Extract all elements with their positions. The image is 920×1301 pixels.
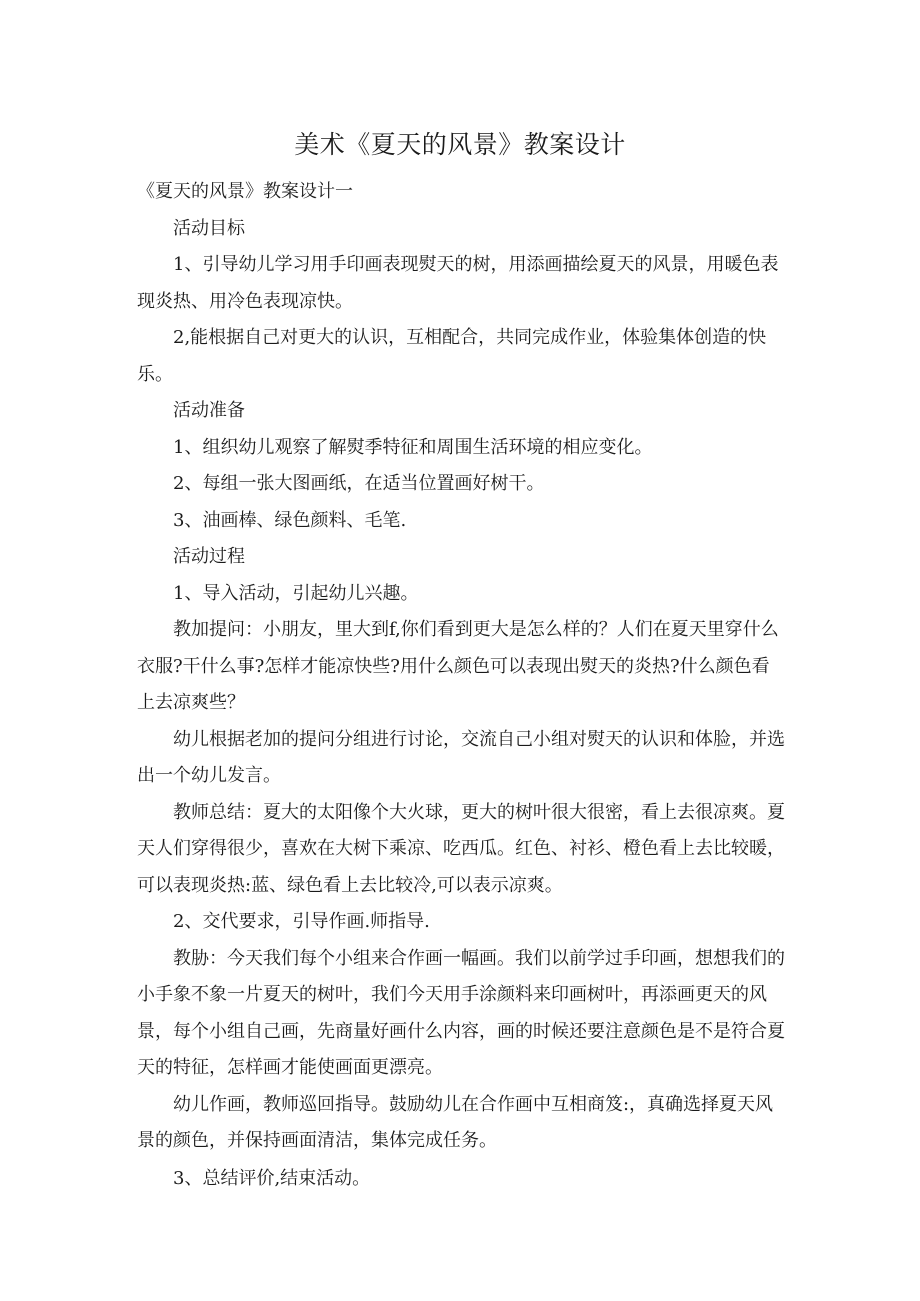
- paragraph: 教胁：今天我们每个小组来合作画一幅画。我们以前学过手印画，想想我们的小手象不象一片夏天的树叶，我们今天用手涂颜料来印画树叶，再添画更天的风景，每个小组自己画，先商量好画什么内容，画的时候还要注意颜色是不是符合夏天的特征，怎样画才能使画面更漂亮。: [137, 947, 785, 1078]
- document-body: [137, 174, 787, 1197]
- paragraph: 教师总结：夏大的太阳像个大火球，更大的树叶很大很密，看上去很凉爽。夏天人们穿得很少，喜欢在大树下乘凉、吃西瓜。红色、衬衫、橙色看上去比较暖，可以表现炎热:蓝、绿色看上去比较冷,可以表示凉爽。: [137, 801, 785, 896]
- section-heading: 活动准备: [173, 400, 245, 421]
- paragraph: 2,能根据自己对更大的认识，互相配合，共同完成作业，体验集体创造的快乐。: [137, 327, 767, 385]
- paragraph: 3、油画棒、绿色颜料、毛笔.: [173, 509, 407, 531]
- paragraph: 教加提问：小朋友，里大到f,你们看到更大是怎么样的？人们在夏天里穿什么衣服?干什么事?怎样才能凉快些?用什么颜色可以表现出熨天的炎热?什么颜色看上去凉爽些？: [137, 619, 779, 713]
- paragraph: 3、总结评价,结束活动。: [173, 1167, 371, 1189]
- paragraph: 2、每组一张大图画纸，在适当位置画好树干。: [173, 473, 545, 494]
- paragraph: 幼儿根据老加的提问分组进行讨论，交流自己小组对熨天的认识和体脸，并选出一个幼儿发言。: [137, 728, 785, 786]
- paragraph: 幼儿作画，教师巡回指导。鼓励幼儿在合作画中互相商笈:，真确选择夏天风景的颜色，并保持画面清洁，集体完成任务。: [137, 1093, 774, 1151]
- section-heading: 活动过程: [173, 546, 245, 567]
- document-title: 美术《夏天的风景》教案设计: [294, 130, 626, 159]
- paragraph: 1、引导幼儿学习用手印画表现熨天的树，用添画描绘夏天的风景，用暖色表现炎热、用冷色表现凉快。: [137, 254, 779, 312]
- document-subtitle: 《夏天的风景》教案设计一: [137, 181, 353, 202]
- paragraph: 1、导入活动，引起幼儿兴趣。: [173, 582, 419, 604]
- paragraph: 1、组织幼儿观察了解熨季特征和周围生活环境的相应变化。: [173, 436, 653, 458]
- section-heading: 活动目标: [173, 217, 245, 239]
- paragraph: 2、交代要求，引导作画.师指导.: [173, 911, 430, 932]
